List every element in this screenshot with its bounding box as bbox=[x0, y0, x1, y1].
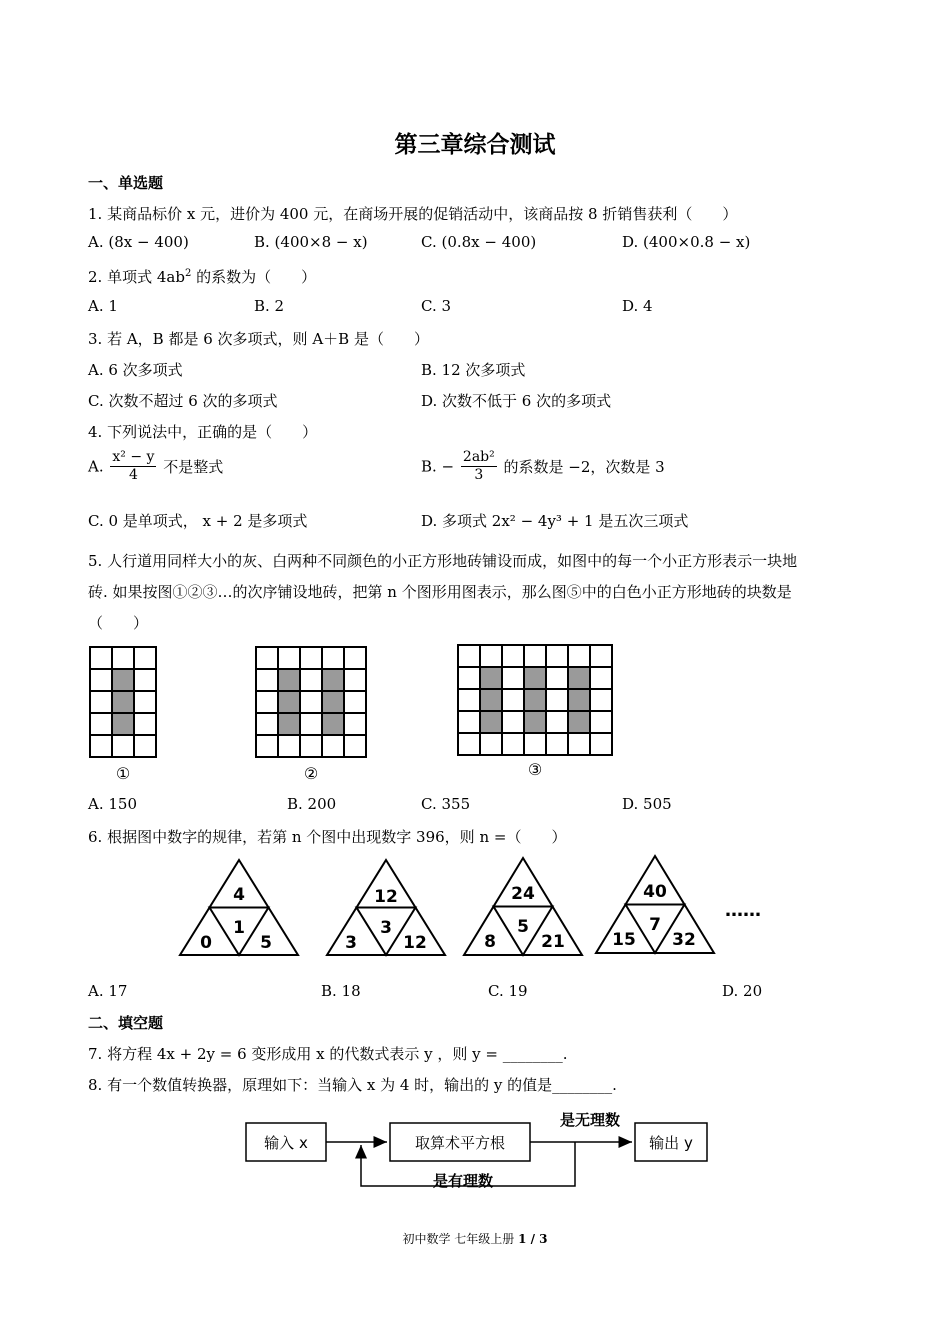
q6-option-a: A. 17 bbox=[88, 982, 128, 1000]
flow-input-label: 输入 x bbox=[264, 1134, 308, 1152]
tri3-left: 8 bbox=[484, 932, 496, 952]
tri1-mid: 1 bbox=[233, 918, 245, 938]
tri4-right: 32 bbox=[672, 930, 696, 950]
q3-option-b: B. 12 次多项式 bbox=[421, 361, 526, 379]
gray-tiles bbox=[568, 667, 590, 733]
q5-option-a: A. 150 bbox=[88, 795, 137, 813]
gray-tiles bbox=[278, 669, 300, 735]
q5-line3: （ ） bbox=[88, 614, 149, 632]
q4-b-numerator: 2ab² bbox=[462, 449, 495, 465]
triangle-figure-1 bbox=[180, 860, 298, 955]
gray-tiles bbox=[524, 667, 546, 733]
q4-option-a bbox=[88, 449, 223, 484]
q6-option-b: B. 18 bbox=[321, 982, 361, 1000]
tile-figure-2 bbox=[256, 647, 366, 757]
q2-option-a: A. 1 bbox=[88, 297, 118, 315]
triangle-figure-2 bbox=[327, 860, 445, 955]
q2-stem-post: 的系数为（ ） bbox=[191, 268, 317, 286]
gray-tiles bbox=[322, 669, 344, 735]
q7-stem: 7. 将方程 4x + 2y = 6 变形成用 x 的代数式表示 y ，则 y = ________. bbox=[88, 1045, 568, 1063]
q2-option-b: B. 2 bbox=[254, 297, 285, 315]
q4-b-text: 的系数是 −2，次数是 3 bbox=[503, 458, 665, 476]
section-heading-single-choice: 一、单选题 bbox=[88, 174, 164, 192]
q6-triangle-figures bbox=[170, 850, 780, 965]
q1-stem: 1. 某商品标价 x 元，进价为 400 元，在商场开展的促销活动中，该商品按 8 折销售获利（ ） bbox=[88, 205, 738, 223]
tile-figure-3 bbox=[458, 645, 612, 755]
tri3-top: 24 bbox=[511, 884, 535, 904]
q2-stem-sup: 2 bbox=[184, 268, 192, 279]
q4-a-fraction bbox=[110, 449, 156, 484]
q8-flowchart bbox=[240, 1100, 720, 1200]
tri4-top: 40 bbox=[643, 882, 667, 902]
flow-irrational-label: 是无理数 bbox=[559, 1111, 621, 1129]
q1-option-c: C. (0.8x − 400) bbox=[421, 233, 537, 251]
q1-option-a: A. (8x − 400) bbox=[88, 233, 189, 251]
q2-option-c: C. 3 bbox=[421, 297, 452, 315]
flow-process-label: 取算术平方根 bbox=[414, 1134, 506, 1152]
triangle-figure-4 bbox=[596, 856, 714, 953]
q2-option-d: D. 4 bbox=[622, 297, 653, 315]
q6-stem: 6. 根据图中数字的规律，若第 n 个图中出现数字 396，则 n =（ ） bbox=[88, 828, 567, 846]
triangle-ellipsis: …… bbox=[725, 900, 761, 921]
tri3-mid: 5 bbox=[517, 917, 529, 937]
gray-tiles bbox=[480, 667, 502, 733]
q3-option-d: D. 次数不低于 6 次的多项式 bbox=[421, 392, 612, 410]
flow-rational-label: 是有理数 bbox=[432, 1172, 494, 1190]
q4-a-denominator: 4 bbox=[128, 467, 138, 483]
q4-a-label: A. bbox=[88, 457, 104, 476]
q4-option-c: C. 0 是单项式， x + 2 是多项式 bbox=[88, 512, 308, 530]
q4-option-d: D. 多项式 2x² − 4y³ + 1 是五次三项式 bbox=[421, 512, 689, 530]
q3-option-a: A. 6 次多项式 bbox=[88, 361, 183, 379]
q1-option-b: B. (400×8 − x) bbox=[254, 233, 368, 251]
q2-stem-pre: 2. 单项式 4ab bbox=[88, 268, 185, 286]
q4-option-b bbox=[421, 449, 665, 484]
fig-label-2: ② bbox=[303, 764, 319, 783]
q6-option-c: C. 19 bbox=[488, 982, 528, 1000]
q3-stem: 3. 若 A，B 都是 6 次多项式，则 A＋B 是（ ） bbox=[88, 330, 429, 348]
q5-line1: 5. 人行道用同样大小的灰、白两种不同颜色的小正方形地砖铺设而成，如图中的每一个小正方形表示一块地 bbox=[88, 552, 798, 570]
tri2-top: 12 bbox=[374, 887, 398, 907]
q4-b-fraction bbox=[461, 449, 497, 484]
q2-stem bbox=[88, 266, 316, 287]
section-heading-fill-in: 二、填空题 bbox=[88, 1014, 164, 1032]
tri3-right: 21 bbox=[541, 932, 565, 952]
tri1-right: 5 bbox=[260, 933, 272, 953]
q1-option-d: D. (400×0.8 − x) bbox=[622, 233, 751, 251]
tri1-left: 0 bbox=[200, 933, 212, 953]
q3-option-c: C. 次数不超过 6 次的多项式 bbox=[88, 392, 278, 410]
q5-option-d: D. 505 bbox=[622, 795, 672, 813]
fig-label-1: ① bbox=[115, 764, 131, 783]
page-footer bbox=[0, 1230, 950, 1247]
q5-line2: 砖. 如果按图①②③…的次序铺设地砖，把第 n 个图形用图表示，那么图⑤中的白色小正方形地砖的块数是 bbox=[88, 583, 792, 601]
page-title: 第三章综合测试 bbox=[394, 132, 556, 158]
q4-a-numerator: x² − y bbox=[112, 449, 155, 465]
q4-stem: 4. 下列说法中，正确的是（ ） bbox=[88, 423, 318, 441]
q4-b-label: B. − bbox=[421, 457, 455, 476]
tri2-mid: 3 bbox=[380, 918, 392, 938]
page-number: 1 / 3 bbox=[518, 1232, 548, 1246]
tri1-top: 4 bbox=[233, 885, 245, 905]
q4-b-denominator: 3 bbox=[474, 467, 484, 483]
tri2-left: 3 bbox=[345, 933, 357, 953]
tri4-mid: 7 bbox=[649, 915, 661, 935]
q6-option-d: D. 20 bbox=[722, 982, 763, 1000]
tri2-right: 12 bbox=[403, 933, 427, 953]
tri4-left: 15 bbox=[612, 930, 636, 950]
footer-text: 初中数学 七年级上册 bbox=[402, 1232, 519, 1246]
triangle-figure-3 bbox=[464, 858, 582, 955]
q4-a-text: 不是整式 bbox=[163, 458, 224, 476]
tile-figure-1 bbox=[90, 647, 156, 757]
flow-output-label: 输出 y bbox=[649, 1134, 693, 1152]
q5-option-b: B. 200 bbox=[287, 795, 337, 813]
q5-tile-figures bbox=[80, 640, 640, 785]
q8-stem: 8. 有一个数值转换器，原理如下：当输入 x 为 4 时，输出的 y 的值是________. bbox=[88, 1076, 617, 1094]
fig-label-3: ③ bbox=[527, 760, 543, 779]
q5-option-c: C. 355 bbox=[421, 795, 471, 813]
gray-tiles bbox=[112, 669, 134, 735]
